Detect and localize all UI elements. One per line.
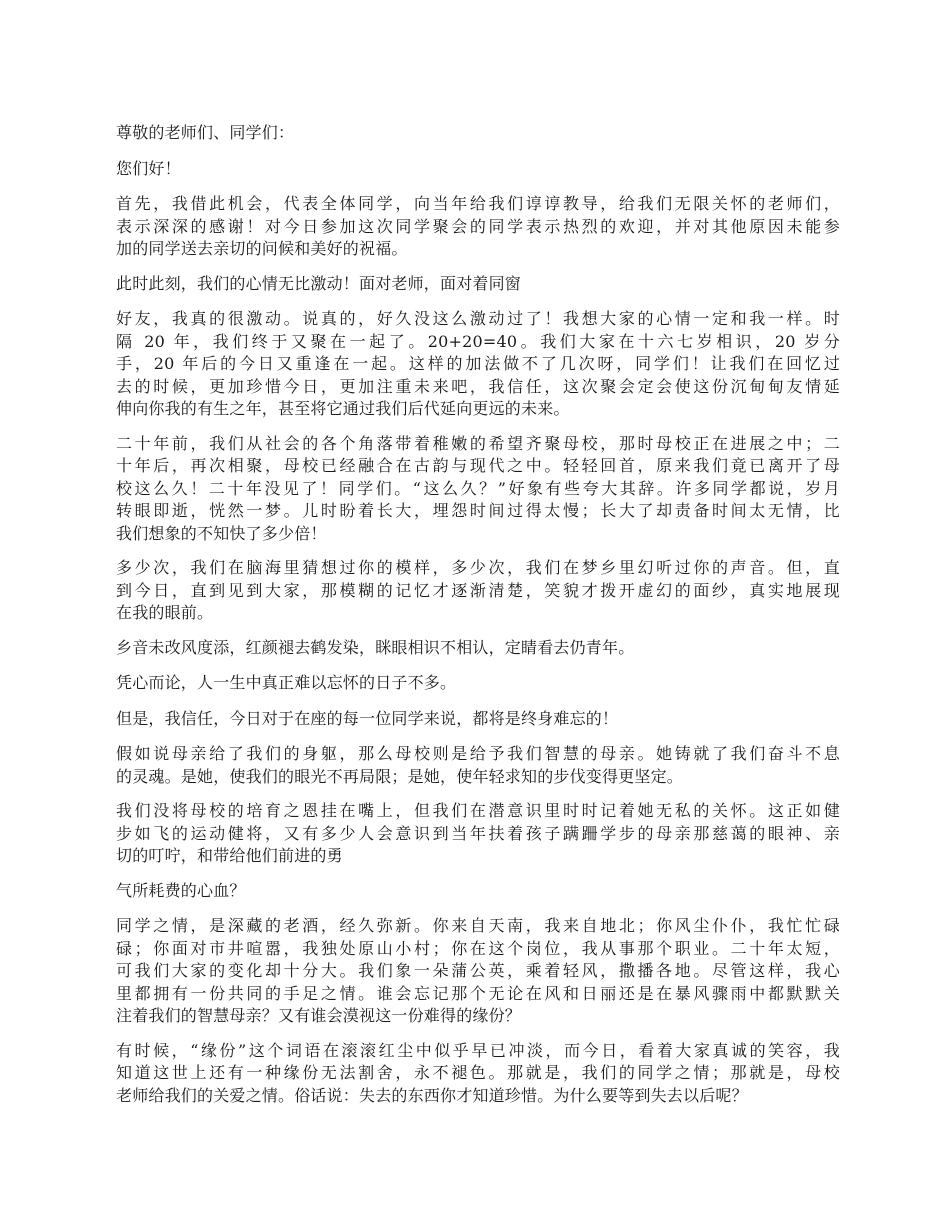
text-line: 伸向你我的有生之年，甚至将它通过我们后代延向更远的未来。 [116, 399, 570, 418]
text-line: 此时此刻，我们的心情无比激动！面对老师，面对着同窗 [116, 273, 522, 293]
text-line: 校这么久！二十年没见了！同学们。“这么久？”好象有些夸大其辞。许多同学都说，岁月 [116, 478, 840, 498]
text-line: 注着我们的智慧母亲？又有谁会漠视这一份难得的缘份？ [116, 1006, 522, 1025]
text-line: 表示深深的感谢！对今日参加这次同学聚会的同学表示热烈的欢迎，并对其他原因未能参 [116, 216, 840, 236]
text-line: 尊敬的老师们、同学们： [116, 123, 295, 142]
paragraph-gratitude [116, 800, 840, 868]
text-line: 乡音未改风度添，红颜褪去鹤发染，眯眼相识不相认，定睛看去仍青年。 [116, 637, 635, 657]
text-line: 我们想象的不知快了多少倍！ [116, 523, 327, 543]
paragraph-unforgettable [116, 708, 840, 731]
greeting [116, 158, 840, 181]
paragraph-effort [116, 880, 840, 903]
paragraph-alma-mater [116, 743, 840, 788]
paragraph-friendship [116, 915, 840, 1028]
text-line: 我们没将母校的培育之恩挂在嘴上，但我们在潜意识里时时记着她无私的关怀。这正如健 [116, 801, 840, 820]
text-line: 在我的眼前。 [116, 603, 214, 622]
text-line: 气所耗费的心血？ [116, 880, 246, 900]
paragraph-reunion [116, 308, 840, 421]
text-line: 的灵魂。是她，使我们的眼光不再局限；是她，使年轻求知的步伐变得更坚定。 [116, 766, 684, 786]
text-line: 好友，我真的很激动。说真的，好久没这么激动过了！我想大家的心情一定和我一样。时 [116, 309, 840, 328]
paragraph-twenty-years [116, 433, 840, 546]
paragraph-days [116, 672, 840, 695]
text-line: 转眼即逝，恍然一梦。儿时盼着长大，埋怨时间过得太慢；长大了却责备时间太无情，比 [116, 501, 840, 520]
text-line: 去的时候，更加珍惜今日，更加注重未来吧，我信任，这次聚会定会使这份沉甸甸友情延 [116, 376, 840, 396]
text-line: 您们好！ [116, 158, 181, 178]
paragraph-fate [116, 1040, 840, 1108]
text-line: 首先，我借此机会，代表全体同学，向当年给我们谆谆教导，给我们无限关怀的老师们， [116, 194, 840, 213]
text-line: 到今日，直到见到大家，那模糊的记忆才逐渐清楚，笑貌才拨开虚幻的面纱，真实地展现 [116, 580, 840, 600]
text-line: 十年后，再次相聚，母校已经融合在古韵与现代之中。轻轻回首，原来我们竟已离开了母 [116, 456, 840, 475]
text-line: 多少次，我们在脑海里猜想过你的模样，多少次，我们在梦乡里幻听过你的声音。但，直 [116, 558, 840, 577]
paragraph-poem [116, 637, 840, 660]
paragraph-thanks [116, 193, 840, 261]
text-line: 同学之情，是深藏的老酒，经久弥新。你来自天南，我来自地北；你风尘仆仆，我忙忙碌 [116, 916, 840, 935]
text-line: 有时候，“缘份”这个词语在滚滚红尘中似乎早已冲淡，而今日，看着大家真诚的笑容，我 [116, 1040, 840, 1060]
text-line: 凭心而论，人一生中真正难以忘怀的日子不多。 [116, 673, 457, 692]
text-line: 切的叮咛，和带给他们前进的勇 [116, 846, 343, 865]
text-line: 碌；你面对市井喧嚣，我独处原山小村；你在这个岗位，我从事那个职业。二十年太短， [116, 938, 840, 958]
paragraph-memories [116, 557, 840, 625]
salutation [116, 122, 840, 145]
text-line: 老师给我们的关爱之情。俗话说：失去的东西你才知道珍惜。为什么要等到失去以后呢？ [116, 1085, 748, 1105]
paragraph-emotion [116, 273, 840, 296]
text-line: 二十年前，我们从社会的各个角落带着稚嫩的希望齐聚母校，那时母校正在进展之中；二 [116, 433, 840, 453]
text-line: 加的同学送去亲切的问候和美好的祝福。 [116, 239, 408, 258]
text-line: 隔 20 年，我们终于又聚在一起了。20+20=40。我们大家在十六七岁相识，20 岁分 [116, 331, 840, 351]
text-line: 知道这世上还有一种缘份无法割舍，永不褪色。那就是，我们的同学之情；那就是，母校 [116, 1063, 840, 1082]
text-line: 假如说母亲给了我们的身躯，那么母校则是给予我们智慧的母亲。她铸就了我们奋斗不息 [116, 744, 840, 763]
text-line: 但是，我信任，今日对于在座的每一位同学来说，都将是终身难忘的！ [116, 708, 619, 728]
text-line: 步如飞的运动健将，又有多少人会意识到当年扶着孩子蹒跚学步的母亲那慈蔼的眼神、亲 [116, 823, 840, 843]
text-line: 可我们大家的变化却十分大。我们象一朵蒲公英，乘着轻风，撒播各地。尽管这样，我心 [116, 961, 840, 980]
text-line: 里都拥有一份共同的手足之情。谁会忘记那个无论在风和日丽还是在暴风骤雨中都默默关 [116, 983, 840, 1003]
letter-body [116, 122, 840, 1119]
text-line: 手，20 年后的今日又重逢在一起。这样的加法做不了几次呀，同学们！让我们在回忆过 [116, 354, 840, 373]
